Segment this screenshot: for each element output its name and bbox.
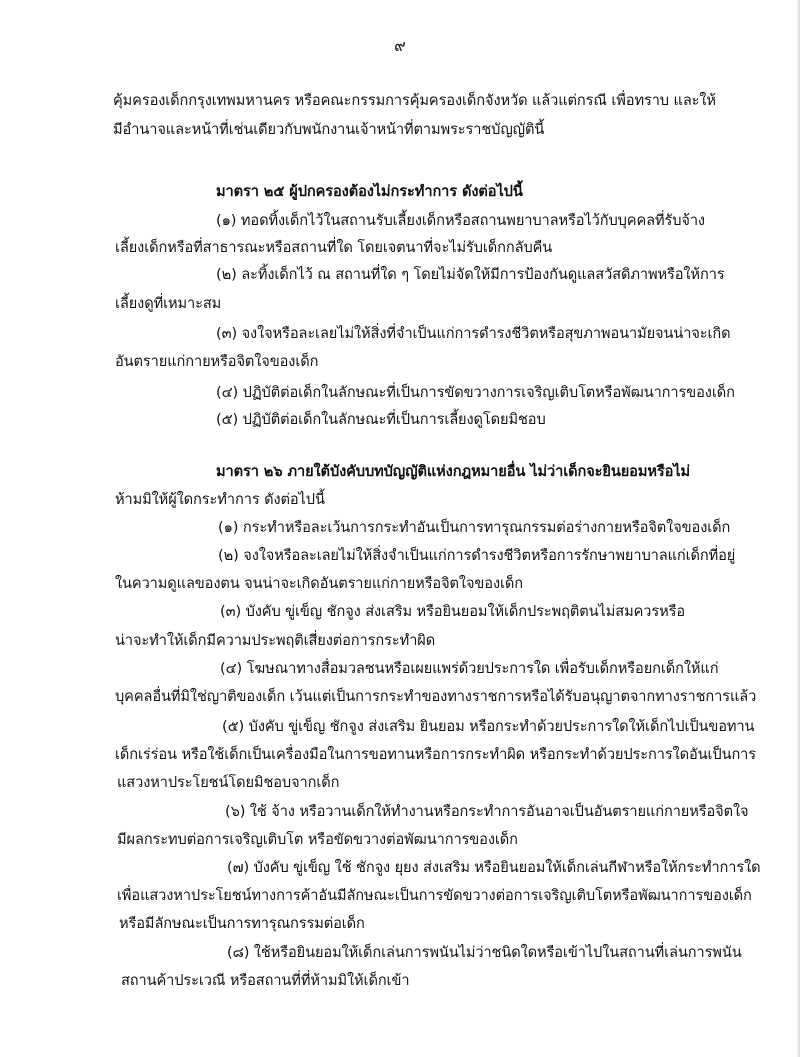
- section-26-heading: มาตรา ๒๖ ภายใต้บังคับบทบัญญัติแห่งกฎหมายอื่น ไม่ว่าเด็กจะยินยอมหรือไม่: [216, 463, 691, 480]
- text-line: (๑) กระทำหรือละเว้นการกระทำอันเป็นการทารุณกรรมต่อร่างกายหรือจิตใจของเด็ก: [218, 519, 731, 536]
- text-line: มีผลกระทบต่อการเจริญเติบโต หรือขัดขวางต่อพัฒนาการของเด็ก: [117, 831, 518, 848]
- section-25-heading: มาตรา ๒๕ ผู้ปกครองต้องไม่กระทำการ ดังต่อไปนี้: [216, 183, 523, 200]
- text-line: (๒) ละทิ้งเด็กไว้ ณ สถานที่ใด ๆ โดยไม่จัดให้มีการป้องกันดูแลสวัสดิภาพหรือให้การ: [216, 266, 725, 283]
- text-line: อันตรายแก่กายหรือจิตใจของเด็ก: [115, 353, 319, 370]
- text-line: (๖) ใช้ จ้าง หรือวานเด็กให้ทำงานหรือกระทำการอันอาจเป็นอันตรายแก่กายหรือจิตใจ: [225, 803, 749, 820]
- text-line: (๓) จงใจหรือละเลยไม่ให้สิ่งที่จำเป็นแก่การดำรงชีวิตหรือสุขภาพอนามัยจนน่าจะเกิด: [216, 325, 731, 342]
- text-line: (๕) บังคับ ขู่เข็ญ ชักจูง ส่งเสริม ยินยอม หรือกระทำด้วยประการใดให้เด็กไปเป็นขอทาน: [222, 718, 755, 735]
- text-line: (๓) บังคับ ขู่เข็ญ ชักจูง ส่งเสริม หรือยินยอมให้เด็กประพฤติตนไม่สมควรหรือ: [220, 603, 686, 620]
- text-line: (๗) บังคับ ขู่เข็ญ ใช้ ชักจูง ยุยง ส่งเสริม หรือยินยอมให้เด็กเล่นกีฬาหรือให้กระทำการใด: [227, 859, 761, 876]
- text-line: เลี้ยงดูที่เหมาะสม: [115, 295, 222, 312]
- text-line: ห้ามมิให้ผู้ใดกระทำการ ดังต่อไปนี้: [115, 491, 325, 508]
- page-number: ๙: [394, 36, 406, 55]
- text-line: (๒) จงใจหรือละเลยไม่ให้สิ่งจำเป็นแก่การดำรงชีวิตหรือการรักษาพยาบาลแก่เด็กที่อยู่: [218, 547, 736, 564]
- text-line: แสวงหาประโยชน์โดยมิชอบจากเด็ก: [117, 774, 340, 791]
- text-line: มีอำนาจและหน้าที่เช่นเดียวกับพนักงานเจ้าหน้าที่ตามพระราชบัญญัตินี้: [113, 121, 545, 138]
- text-line: เพื่อแสวงหาประโยชน์ทางการค้าอันมีลักษณะเป็นการขัดขวางต่อการเจริญเติบโตหรือพัฒนาการของเด็ก: [117, 887, 752, 904]
- text-line: คุ้มครองเด็กกรุงเทพมหานคร หรือคณะกรรมการคุ้มครองเด็กจังหวัด แล้วแต่กรณี เพื่อทราบ และให้: [113, 92, 716, 109]
- text-line: (๔) โฆษณาทางสื่อมวลชนหรือเผยแพร่ด้วยประการใด เพื่อรับเด็กหรือยกเด็กให้แก่: [220, 660, 719, 677]
- text-line: สถานค้าประเวณี หรือสถานที่ที่ห้ามมิให้เด็กเข้า: [121, 972, 410, 989]
- text-line: (๔) ปฏิบัติต่อเด็กในลักษณะที่เป็นการขัดขวางการเจริญเติบโตหรือพัฒนาการของเด็ก: [216, 384, 735, 401]
- scan-edge-shadow: [796, 0, 800, 1057]
- text-line: เลี้ยงเด็กหรือที่สาธารณะหรือสถานที่ใด โดยเจตนาที่จะไม่รับเด็กกลับคืน: [115, 239, 553, 256]
- text-line: ในความดูแลของตน จนน่าจะเกิดอันตรายแก่กายหรือจิตใจของเด็ก: [115, 575, 523, 592]
- text-line: (๘) ใช้หรือยินยอมให้เด็กเล่นการพนันไม่ว่าชนิดใดหรือเข้าไปในสถานที่เล่นการพนัน: [227, 944, 742, 961]
- text-line: เด็กเร่ร่อน หรือใช้เด็กเป็นเครื่องมือในการขอทานหรือการกระทำผิด หรือกระทำด้วยประการใดอันเป็นการ: [115, 746, 757, 763]
- text-line: น่าจะทำให้เด็กมีความประพฤติเสี่ยงต่อการกระทำผิด: [115, 632, 436, 649]
- text-line: บุคคลอื่นที่มิใช่ญาติของเด็ก เว้นแต่เป็นการกระทำของทางราชการหรือได้รับอนุญาตจากทางราชการแล้ว: [115, 688, 757, 705]
- text-line: (๕) ปฏิบัติต่อเด็กในลักษณะที่เป็นการเลี้ยงดูโดยมิชอบ: [216, 411, 546, 428]
- text-line: (๑) ทอดทิ้งเด็กไว้ในสถานรับเลี้ยงเด็กหรือสถานพยาบาลหรือไว้กับบุคคลที่รับจ้าง: [216, 212, 705, 229]
- text-line: หรือมีลักษณะเป็นการทารุณกรรมต่อเด็ก: [119, 915, 365, 932]
